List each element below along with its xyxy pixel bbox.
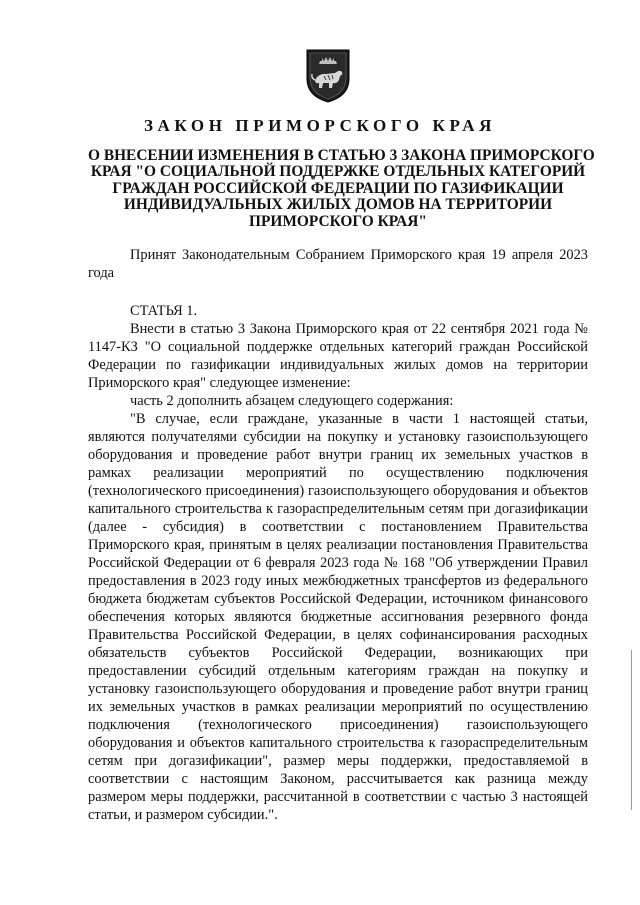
subtitle-line: ПРИМОРСКОГО КРАЯ" [249,212,427,230]
article-paragraph: часть 2 дополнить абзацем следующего содержания: [130,393,454,409]
adoption-note: Принят Законодательным Собранием Приморского края 19 апреля 2023 года [88,247,588,281]
subtitle-line: ГРАЖДАН РОССИЙСКОЙ ФЕДЕРАЦИИ ПО ГАЗИФИКАЦИИ [112,179,564,197]
article-heading: СТАТЬЯ 1. [130,303,198,319]
subtitle-line: О ВНЕСЕНИИ ИЗМЕНЕНИЯ В СТАТЬЮ 3 ЗАКОНА ПРИМОРСКОГО [88,147,595,164]
subtitle-line: ИНДИВИДУАЛЬНЫХ ЖИЛЫХ ДОМОВ НА ТЕРРИТОРИИ [123,196,553,214]
article-paragraph: Внести в статью 3 Закона Приморского края от 22 сентября 2021 года № 1147-КЗ "О социальной поддержке отдельных категорий граждан Российской Федерации по газификации индивидуальных жилых домов на территории Приморского края" следующее изменение: [88,321,588,391]
scan-edge-line [631,650,632,810]
article-1 [88,302,588,824]
law-subtitle [88,147,595,230]
primorsky-krai-coat-of-arms-icon [306,49,350,103]
subtitle-line: КРАЯ "О СОЦИАЛЬНОЙ ПОДДЕРЖКЕ ОТДЕЛЬНЫХ КАТЕГОРИЙ [90,163,586,181]
law-title: ЗАКОН ПРИМОРСКОГО КРАЯ [143,116,497,135]
article-paragraph: "В случае, если граждане, указанные в части 1 настоящей статьи, являются получателями субсидии на покупку и установку газоиспользующего оборудования и проведение работ внутри границ их земельных участков в рамках реализации мероприятий по осуществлению подключения (технологического присоединения) газоиспользующего оборудования и объектов капитального строительства к газораспределительным сетям при догазификации (далее - субсидия) в соответствии с постановлением Правительства Приморского края, принятым в целях реализации постановления Правительства Российской Федерации от 6 февраля 2023 года № 168 "Об утверждении Правил предоставления в 2023 году иных межбюджетных трансфертов из федерального бюджета бюджетам субъектов Российской Федерации, источником финансового обеспечения которых являются бюджетные ассигнования резервного фонда Правительства Российской Федерации, в целях софинансирования расходных обязательств субъектов Российской Федерации, возникающих при предоставлении субсидий отдельным категориям граждан на покупку и установку газоиспользующего оборудования и проведение работ внутри границ их земельных участков в рамках реализации мероприятий по осуществлению подключения (технологического присоединения) газоиспользующего оборудования и объектов капитального строительства к газораспределительным сетям при догазификации", размер меры поддержки, предоставляемой в соответствии с настоящим Законом, рассчитывается как разница между размером меры поддержки, рассчитанной в соответствии с частью 3 настоящей статьи, и размером субсидии.". [88,411,588,823]
